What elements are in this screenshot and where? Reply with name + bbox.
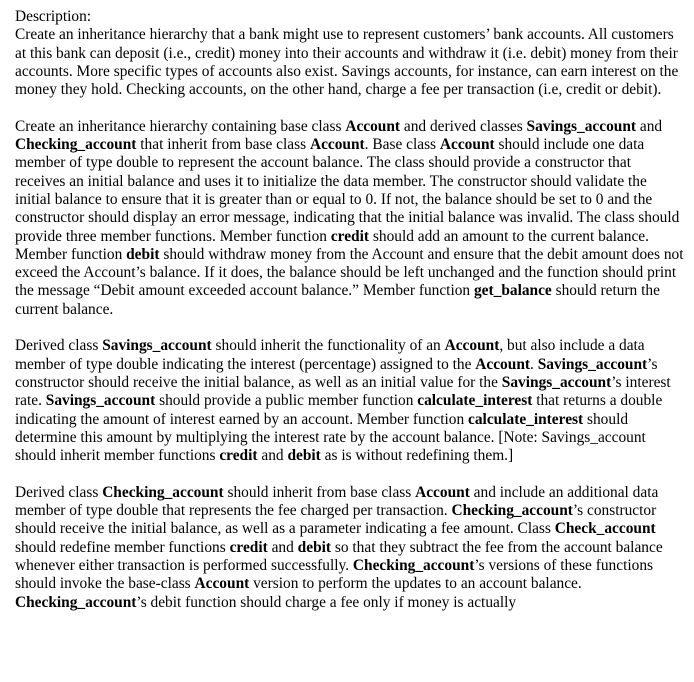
paragraph-account-base-class (15, 118, 685, 319)
bold-term: Savings_account (526, 117, 637, 135)
paragraph-intro (15, 26, 685, 99)
bold-term: Checking_account (102, 483, 224, 501)
text-run: should include one data member of type double to represent the account balance. The class should provide a constructor that receives an initial balance and uses it to initialize the data member. The constructor should validate the initial balance to ensure that it is greater than or equal to 0. If not, the balance should be set to 0 and the constructor should display an error message, indicating that the initial balance was invalid. The class should provide three member functions. Member function (15, 136, 680, 245)
text-run: so that they subtract the fee from the account balance whenever either transaction is performed successfully. (15, 538, 663, 574)
bold-term: calculate_interest (417, 392, 533, 410)
text-run: and (636, 117, 663, 135)
text-run: ’s debit function should charge a fee only if money is actually (136, 593, 517, 611)
bold-term: Account (309, 136, 365, 154)
text-run: should provide a public member function (155, 392, 418, 410)
bold-term: Account (194, 575, 250, 593)
bold-term: Account (444, 337, 500, 355)
text-run: . (530, 355, 538, 373)
bold-term: Checking_account (15, 593, 137, 611)
text-run: as is without redefining them.] (320, 447, 514, 465)
bold-term: debit (287, 447, 321, 465)
text-run: ’s constructor should receive the initial balance, as well as an initial value for the (15, 355, 658, 391)
text-run: should inherit the functionality of an (211, 337, 445, 355)
text-run: should withdraw money from the Account and ensure that the debit amount does not exceed the Account’s balance. If it does, the balance should be left unchanged and the function should print the message “Debit amount exceeded account balance.” Member function (15, 245, 684, 300)
bold-term: Check_account (554, 520, 656, 538)
bold-term: Checking_account (15, 136, 137, 154)
text-run: should return the current balance. (15, 282, 660, 318)
text-run: ’s interest rate. (15, 373, 671, 410)
text-run: that returns a double indicating the amount of interest earned by an account. Member function (15, 392, 663, 428)
bold-term: credit (229, 538, 268, 556)
text-run: version to perform the updates to an account balance. (249, 575, 582, 593)
text-run: that inherit from base class (136, 136, 310, 154)
bold-term: Savings_account (537, 355, 648, 373)
document-page (15, 8, 685, 630)
text-run: . Base class (364, 136, 440, 154)
bold-term: get_balance (473, 282, 552, 300)
text-run: should redefine member functions (15, 538, 230, 556)
bold-term: calculate_interest (468, 410, 584, 428)
text-run: and (267, 538, 298, 556)
bold-term: Savings_account (45, 392, 156, 410)
bold-term: Account (475, 355, 530, 373)
bold-term: debit (297, 538, 332, 556)
text-run: , but also include a data member of type double indicating the interest (percentage) assigned to the (15, 337, 645, 373)
text-run: should add an amount to the current balance. Member function (15, 227, 649, 263)
text-run: Create an inheritance hierarchy containing base class (15, 117, 346, 135)
bold-term: Checking_account (352, 556, 475, 574)
text-run: Create an inheritance hierarchy that a bank might use to represent customers’ bank accounts. All customers at this bank can deposit (i.e., credit) money into their accounts and withdraw it (i.e. debit) money from their accounts. More specific types of accounts also exist. Savings accounts, for instance, can earn interest on the money they hold. Checking accounts, on the other hand, charge a fee per transaction (i.e, credit or debit). (15, 26, 679, 99)
paragraph-checking-account (15, 484, 685, 612)
bold-term: Checking_account (451, 502, 573, 520)
bold-term: Savings_account (102, 337, 212, 355)
text-run: and derived classes (400, 117, 527, 135)
text-run: should determine this amount by multiplying the interest rate by the account balance. [Note: Savings_account should inherit member functions (15, 410, 646, 465)
text-run: ’s versions of these functions should invoke the base-class (15, 556, 654, 593)
bold-term: credit (219, 447, 258, 465)
text-run: ’s constructor should receive the initial balance, as well as a parameter indicating a fee amount. Class (15, 502, 657, 538)
description-heading: Description: (15, 8, 92, 25)
text-run: and include an additional data member of type double that represents the fee charged per transaction. (15, 483, 659, 520)
text-run: Derived class (15, 483, 103, 501)
text-run: should inherit from base class (223, 483, 416, 501)
bold-term: Account (439, 136, 495, 154)
text-run: Derived class (15, 337, 103, 355)
bold-term: Account (415, 483, 470, 501)
bold-term: debit (126, 245, 160, 263)
bold-term: credit (330, 227, 370, 245)
paragraph-savings-account (15, 337, 685, 465)
bold-term: Account (345, 117, 401, 135)
text-run: and (257, 447, 288, 465)
bold-term: Savings_account (501, 373, 612, 391)
